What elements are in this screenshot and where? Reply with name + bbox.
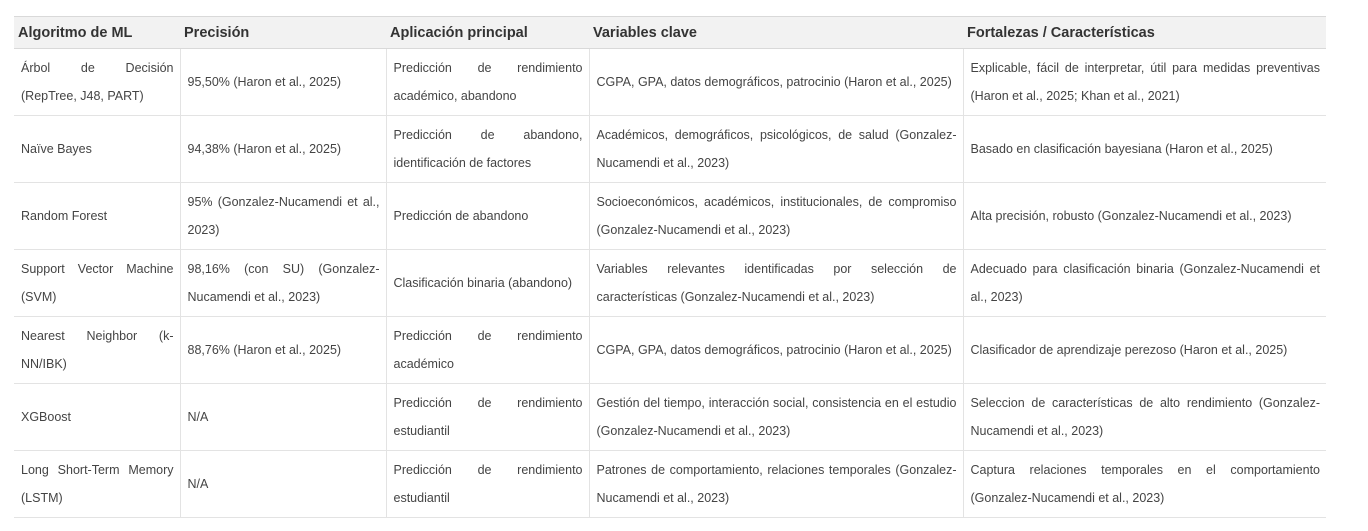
header-row	[14, 17, 1326, 49]
cell-precision: 88,76% (Haron et al., 2025)	[180, 317, 386, 384]
cell-variables: CGPA, GPA, datos demográficos, patrocinio (Haron et al., 2025)	[589, 317, 963, 384]
cell-strengths: Clasificador de aprendizaje perezoso (Haron et al., 2025)	[963, 317, 1326, 384]
table-row	[14, 116, 1326, 183]
cell-application: Predicción de abandono	[386, 183, 589, 250]
cell-strengths: Explicable, fácil de interpretar, útil para medidas preventivas (Haron et al., 2025; Khan et al., 2021)	[963, 49, 1326, 116]
cell-precision: 95,50% (Haron et al., 2025)	[180, 49, 386, 116]
cell-precision: N/A	[180, 451, 386, 518]
cell-application: Predicción de rendimiento estudiantil	[386, 384, 589, 451]
cell-variables: CGPA, GPA, datos demográficos, patrocinio (Haron et al., 2025)	[589, 49, 963, 116]
ml-algorithms-table	[14, 16, 1326, 518]
cell-algorithm: Naïve Bayes	[14, 116, 180, 183]
table-row	[14, 250, 1326, 317]
table-row	[14, 384, 1326, 451]
table-header	[14, 17, 1326, 49]
ml-algorithms-table-container	[14, 16, 1326, 518]
table-row	[14, 183, 1326, 250]
header-precision: Precisión	[180, 17, 386, 49]
cell-strengths: Basado en clasificación bayesiana (Haron et al., 2025)	[963, 116, 1326, 183]
cell-variables: Académicos, demográficos, psicológicos, de salud (Gonzalez-Nucamendi et al., 2023)	[589, 116, 963, 183]
cell-algorithm: Árbol de Decisión (RepTree, J48, PART)	[14, 49, 180, 116]
cell-algorithm: Support Vector Machine (SVM)	[14, 250, 180, 317]
cell-precision: 98,16% (con SU) (Gonzalez-Nucamendi et al., 2023)	[180, 250, 386, 317]
cell-application: Predicción de rendimiento académico, abandono	[386, 49, 589, 116]
cell-algorithm: Long Short-Term Memory (LSTM)	[14, 451, 180, 518]
header-variables: Variables clave	[589, 17, 963, 49]
cell-precision: 95% (Gonzalez-Nucamendi et al., 2023)	[180, 183, 386, 250]
cell-application: Predicción de rendimiento académico	[386, 317, 589, 384]
header-strengths: Fortalezas / Características	[963, 17, 1326, 49]
cell-precision: 94,38% (Haron et al., 2025)	[180, 116, 386, 183]
cell-variables: Gestión del tiempo, interacción social, consistencia en el estudio (Gonzalez-Nucamendi et al., 2023)	[589, 384, 963, 451]
cell-application: Predicción de abandono, identificación de factores	[386, 116, 589, 183]
cell-variables: Variables relevantes identificadas por selección de características (Gonzalez-Nucamendi et al., 2023)	[589, 250, 963, 317]
table-row	[14, 49, 1326, 116]
cell-algorithm: Nearest Neighbor (k-NN/IBK)	[14, 317, 180, 384]
cell-variables: Patrones de comportamiento, relaciones temporales (Gonzalez-Nucamendi et al., 2023)	[589, 451, 963, 518]
cell-strengths: Captura relaciones temporales en el comportamiento (Gonzalez-Nucamendi et al., 2023)	[963, 451, 1326, 518]
cell-precision: N/A	[180, 384, 386, 451]
cell-algorithm: XGBoost	[14, 384, 180, 451]
cell-application: Predicción de rendimiento estudiantil	[386, 451, 589, 518]
table-row	[14, 451, 1326, 518]
cell-strengths: Seleccion de características de alto rendimiento (Gonzalez-Nucamendi et al., 2023)	[963, 384, 1326, 451]
table-row	[14, 317, 1326, 384]
cell-application: Clasificación binaria (abandono)	[386, 250, 589, 317]
cell-variables: Socioeconómicos, académicos, institucionales, de compromiso (Gonzalez-Nucamendi et al., 2023)	[589, 183, 963, 250]
table-body	[14, 49, 1326, 518]
header-application: Aplicación principal	[386, 17, 589, 49]
header-algorithm: Algoritmo de ML	[14, 17, 180, 49]
cell-algorithm: Random Forest	[14, 183, 180, 250]
cell-strengths: Alta precisión, robusto (Gonzalez-Nucamendi et al., 2023)	[963, 183, 1326, 250]
cell-strengths: Adecuado para clasificación binaria (Gonzalez-Nucamendi et al., 2023)	[963, 250, 1326, 317]
